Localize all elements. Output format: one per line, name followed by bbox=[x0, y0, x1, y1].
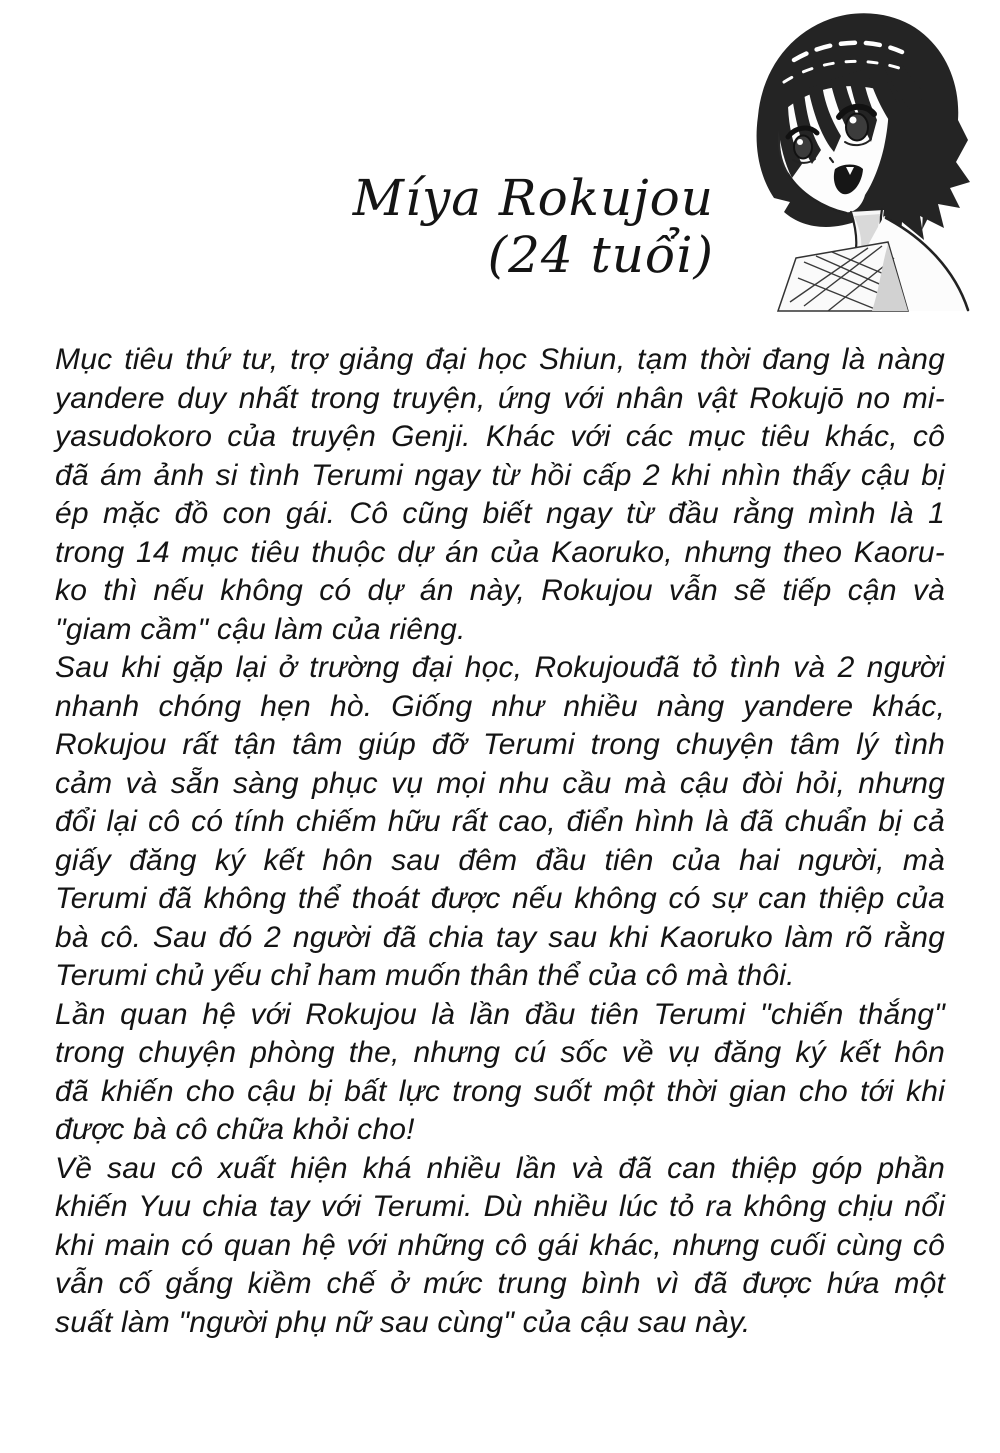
body-line: suất làm "người phụ nữ sau cùng" của cậu sau này. bbox=[55, 1305, 751, 1339]
body-line: khiến Yuu chia tay với Terumi. Dù nhiều lúc tỏ ra không chịu nổi bbox=[55, 1190, 945, 1223]
body-line: đổi lại cô có tính chiếm hữu rất cao, điển hình là đã chuẩn bị cả bbox=[55, 805, 945, 838]
body-line: khi main có quan hệ với những cô gái khác, nhưng cuối cùng cô bbox=[55, 1228, 945, 1262]
body-line: ép mặc đồ con gái. Cô cũng biết ngay từ đầu rằng mình là 1 bbox=[55, 497, 945, 530]
body-line: Terumi chủ yếu chỉ ham muốn thân thể của cô mà thôi. bbox=[55, 959, 795, 992]
body-line: đã khiến cho cậu bị bất lực trong suốt một thời gian cho tới khi bbox=[55, 1074, 945, 1108]
body-line: Rokujou rất tận tâm giúp đỡ Terumi trong chuyện tâm lý tình bbox=[55, 728, 945, 761]
body-line: bà cô. Sau đó 2 người đã chia tay sau khi Kaoruko làm rõ rằng bbox=[55, 920, 945, 954]
character-description bbox=[55, 341, 945, 1342]
dress bbox=[778, 242, 908, 311]
title-block bbox=[0, 170, 714, 284]
body-line: Terumi đã không thể thoát được nếu không có sự can thiệp của bbox=[55, 882, 945, 915]
body-line: trong chuyện phòng the, nhưng cú sốc về vụ đăng ký kết hôn bbox=[55, 1036, 945, 1069]
body-line: trong 14 mục tiêu thuộc dự án của Kaoruko, nhưng theo Kaoru- bbox=[55, 535, 945, 569]
body-line: Lần quan hệ với Rokujou là lần đầu tiên Terumi "chiến thắng" bbox=[55, 997, 945, 1031]
body-line: Về sau cô xuất hiện khá nhiều lần và đã can thiệp góp phần bbox=[55, 1151, 945, 1185]
character-name: Míya Rokujou bbox=[352, 169, 714, 227]
body-line: Sau khi gặp lại ở trường đại học, Rokujouđã tỏ tình và 2 người bbox=[55, 651, 945, 684]
character-portrait bbox=[712, 6, 987, 316]
body-line: Mục tiêu thứ tư, trợ giảng đại học Shiun, tạm thời đang là nàng bbox=[55, 343, 945, 376]
body-line: giấy đăng ký kết hôn sau đêm đầu tiên của hai người, mà bbox=[55, 843, 945, 877]
body-line: "giam cầm" cậu làm của riêng. bbox=[55, 612, 466, 646]
body-line: yandere duy nhất trong truyện, ứng với nhân vật Rokujō no mi- bbox=[55, 381, 945, 415]
manga-girl-portrait-icon bbox=[712, 6, 987, 316]
body-line: yasudokoro của truyện Genji. Khác với các mục tiêu khác, cô bbox=[55, 420, 945, 453]
character-age: (24 tuổi) bbox=[487, 226, 714, 284]
body-line: nhanh chóng hẹn hò. Giống như nhiều nàng yandere khác, bbox=[55, 689, 945, 723]
body-line: ko thì nếu không có dự án này, Rokujou vẫn sẽ tiếp cận và bbox=[55, 574, 945, 607]
body-line: được bà cô chữa khỏi cho! bbox=[55, 1113, 415, 1146]
body-line: cảm và sẵn sàng phục vụ mọi nhu cầu mà cậu đòi hỏi, nhưng bbox=[55, 766, 945, 800]
body-line: vẫn cố gắng kiềm chế ở mức trung bình vì đã được hứa một bbox=[55, 1267, 945, 1300]
body-line: đã ám ảnh si tình Terumi ngay từ hồi cấp 2 khi nhìn thấy cậu bị bbox=[55, 458, 945, 492]
